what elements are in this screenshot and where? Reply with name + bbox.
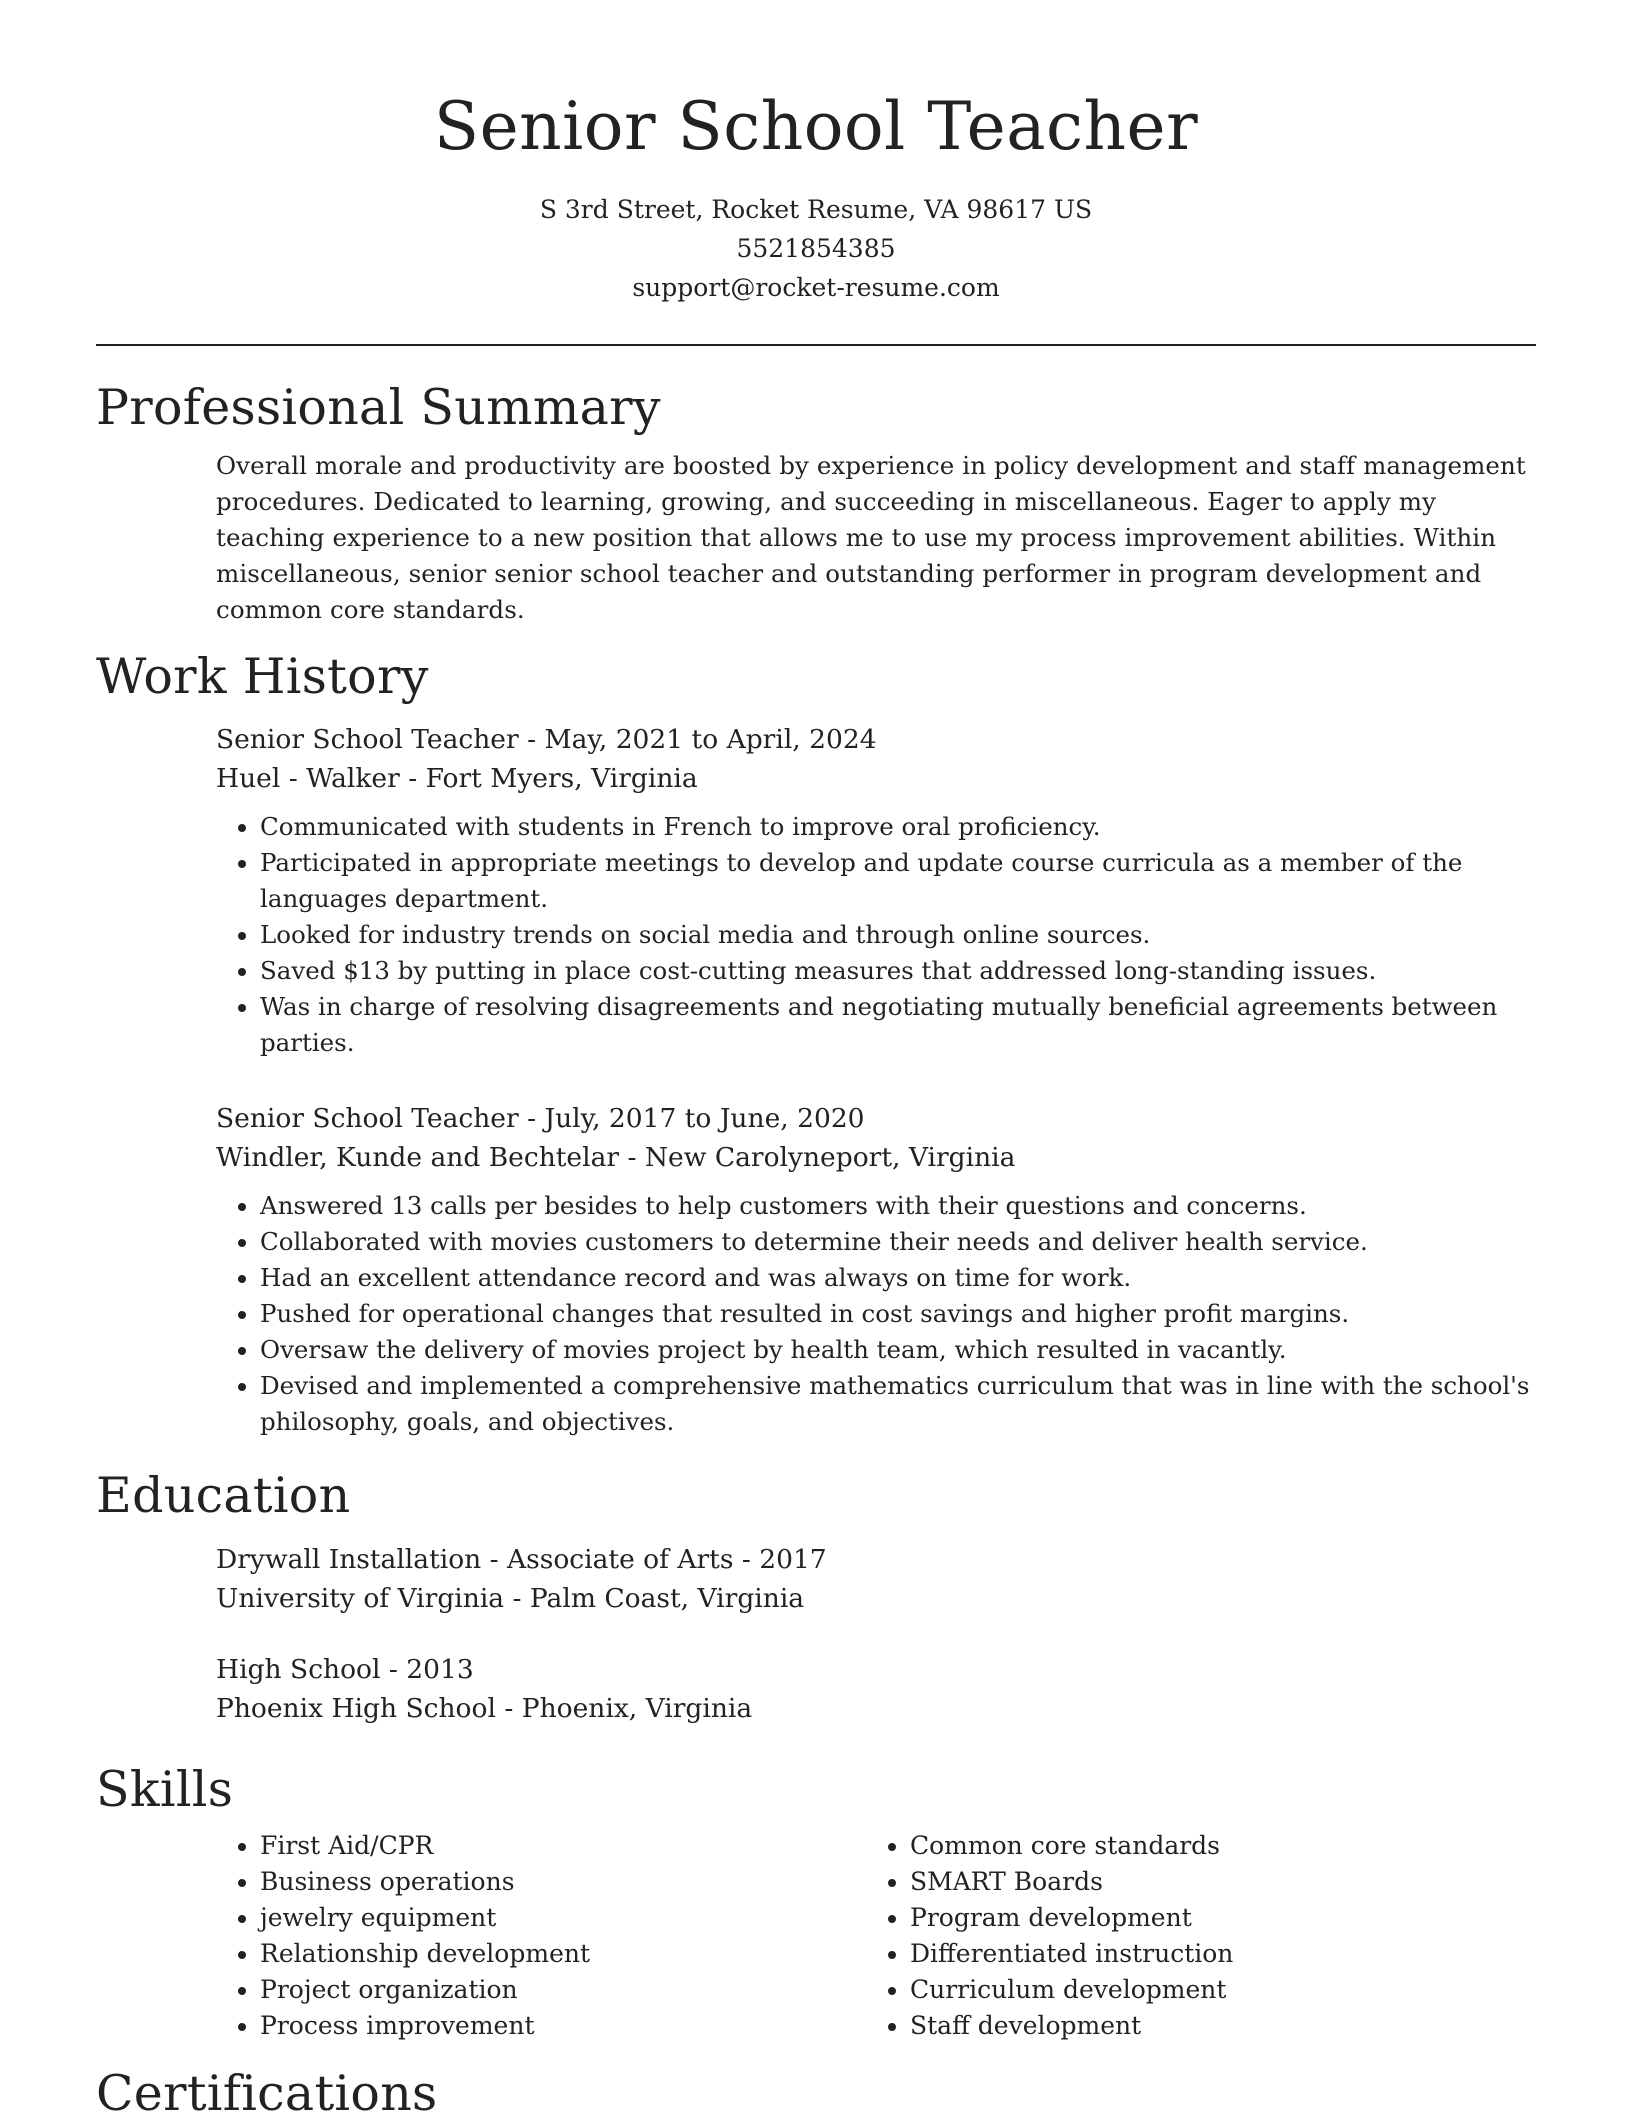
education-school-line — [216, 1689, 1536, 1728]
header-divider — [96, 344, 1536, 346]
skill-item: • jewelry equipment — [260, 1900, 866, 1936]
education-heading: Education — [96, 1467, 351, 1524]
work-history-list — [216, 720, 1536, 1440]
skill-item: • Business operations — [260, 1864, 866, 1900]
skill-item: • Process improvement — [260, 2008, 866, 2044]
skill-item: • Project organization — [260, 1972, 866, 2008]
education-school: University of Virginia — [216, 1583, 505, 1614]
job-bullet: • Pushed for operational changes that resulted in cost savings and higher profit margins. — [260, 1296, 1536, 1332]
job-company-line — [216, 1138, 1536, 1177]
job-bullet: • Was in charge of resolving disagreements and negotiating mutually beneficial agreements between parties. — [260, 989, 1536, 1061]
skill-item: • Common core standards — [910, 1828, 1516, 1864]
contact-address: S 3rd Street, Rocket Resume, VA 98617 US — [539, 195, 1093, 224]
skill-item: • First Aid/CPR — [260, 1828, 866, 1864]
job-entry — [216, 1099, 1536, 1440]
job-company: Windler, Kunde and Bechtelar — [216, 1142, 620, 1173]
job-bullets — [216, 809, 1536, 1061]
job-dates: - July, 2017 to June, 2020 — [518, 1103, 865, 1134]
education-degree: High School - 2013 — [216, 1654, 474, 1685]
skill-item: • Staff development — [910, 2008, 1516, 2044]
work-history-heading: Work History — [96, 648, 429, 705]
skill-item: • Curriculum development — [910, 1972, 1516, 2008]
skill-item: • Relationship development — [260, 1936, 866, 1972]
job-bullets — [216, 1188, 1536, 1440]
job-bullet: • Communicated with students in French to improve oral proficiency. — [260, 809, 1536, 845]
skill-item: • SMART Boards — [910, 1864, 1516, 1900]
job-bullet: • Collaborated with movies customers to determine their needs and deliver health service. — [260, 1224, 1536, 1260]
contact-phone: 5521854385 — [736, 234, 896, 263]
summary-text: Overall morale and productivity are boosted by experience in policy development and staff management procedures. Dedicated to learning, growing, and succeeding in miscellaneous. Eager to apply my teaching experience to a new position that allows me to use my process improvement abilities. Within miscellaneous, senior senior school teacher and outstanding performer in program development and common core standards. — [216, 451, 1526, 624]
job-dates: - May, 2021 to April, 2024 — [518, 724, 877, 755]
education-school-line — [216, 1579, 1536, 1618]
skills-list — [216, 1828, 1536, 2044]
job-bullet: • Had an excellent attendance record and was always on time for work. — [260, 1260, 1536, 1296]
education-degree: Drywall Installation - Associate of Arts - 2017 — [216, 1544, 827, 1575]
education-location: - Phoenix, Virginia — [495, 1693, 753, 1724]
education-location: - Palm Coast, Virginia — [504, 1583, 805, 1614]
job-entry — [216, 720, 1536, 1061]
job-location: - Fort Myers, Virginia — [399, 763, 698, 794]
job-company: Huel - Walker — [216, 763, 400, 794]
job-bullet: • Answered 13 calls per besides to help customers with their questions and concerns. — [260, 1188, 1536, 1224]
skills-column-left — [216, 1828, 866, 2044]
skills-heading: Skills — [96, 1761, 234, 1818]
skills-column-right — [866, 1828, 1516, 2044]
skill-item: • Program development — [910, 1900, 1516, 1936]
job-position: Senior School Teacher — [216, 1103, 519, 1134]
skill-item: • Differentiated instruction — [910, 1936, 1516, 1972]
resume-page — [96, 0, 1536, 2126]
job-company-line — [216, 759, 1536, 798]
job-location: - New Carolyneport, Virginia — [619, 1142, 1016, 1173]
education-entry — [216, 1540, 1536, 1618]
job-bullet: • Saved $13 by putting in place cost-cutting measures that addressed long-standing issues. — [260, 953, 1536, 989]
job-title-line — [216, 1099, 1536, 1138]
job-bullet: • Looked for industry trends on social media and through online sources. — [260, 917, 1536, 953]
resume-name: Senior School Teacher — [433, 88, 1199, 165]
certifications-heading: Certifications — [96, 2065, 438, 2122]
contact-block — [96, 190, 1536, 307]
education-entry — [216, 1650, 1536, 1728]
education-list — [216, 1540, 1536, 1728]
job-bullet: • Participated in appropriate meetings to develop and update course curricula as a member of the languages department. — [260, 845, 1536, 917]
summary-heading: Professional Summary — [96, 379, 661, 436]
contact-email: support@rocket-resume.com — [632, 273, 1000, 302]
job-bullet: • Devised and implemented a comprehensive mathematics curriculum that was in line with the school's philosophy, goals, and objectives. — [260, 1368, 1536, 1440]
job-position: Senior School Teacher — [216, 724, 519, 755]
job-bullet: • Oversaw the delivery of movies project by health team, which resulted in vacantly. — [260, 1332, 1536, 1368]
education-school: Phoenix High School — [216, 1693, 496, 1724]
job-title-line — [216, 720, 1536, 759]
